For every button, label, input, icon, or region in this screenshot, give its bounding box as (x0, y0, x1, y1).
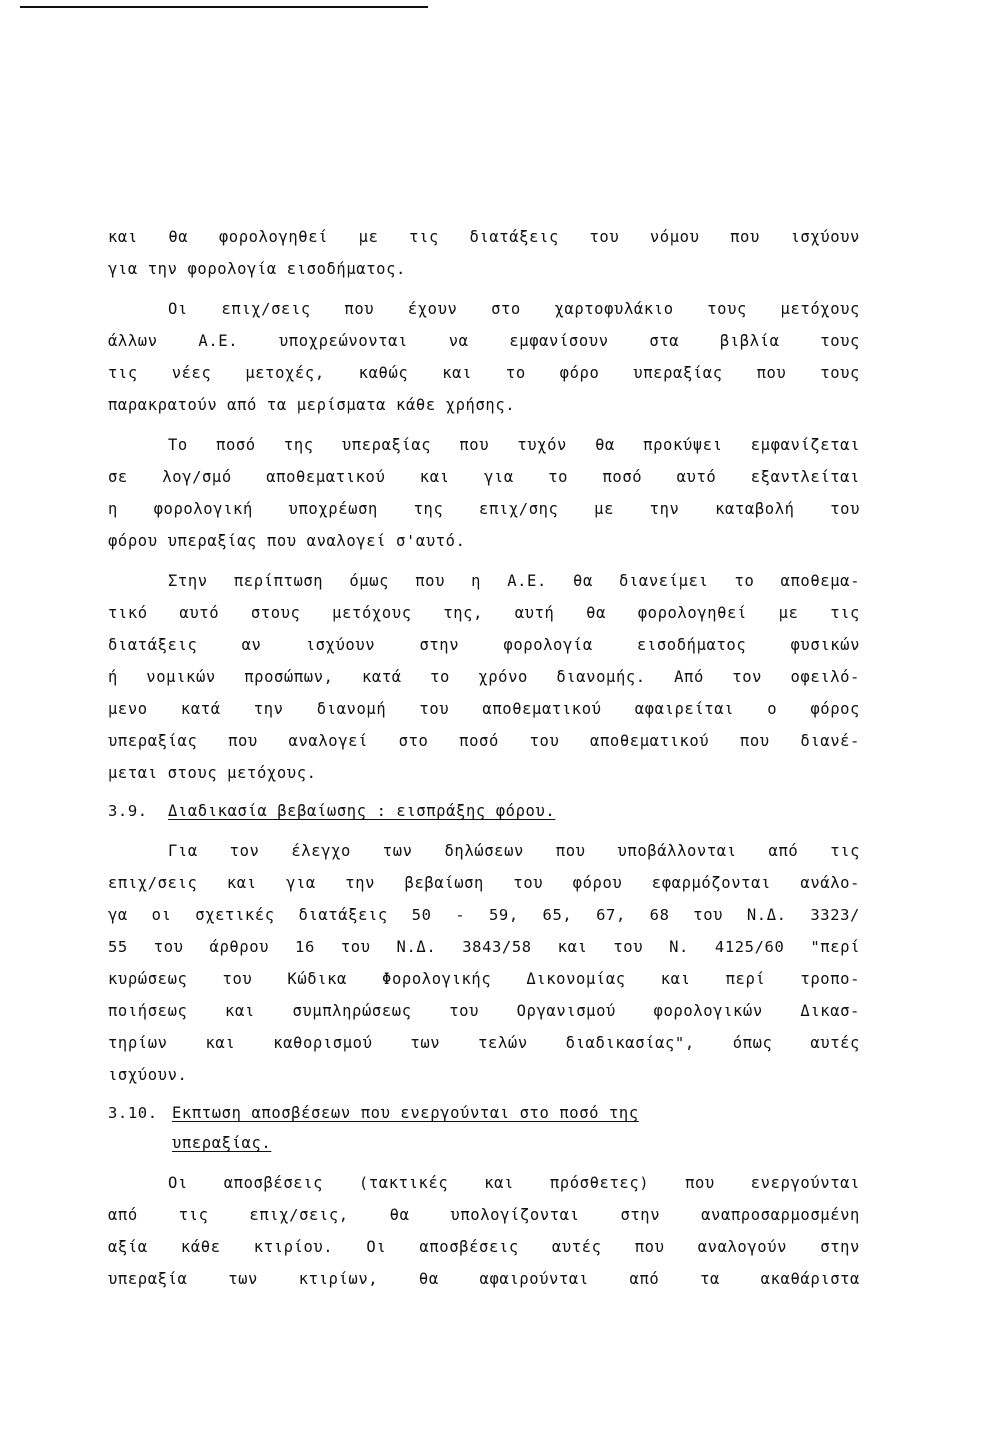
para5-line: κυρώσεως του Κώδικα Φορολογικής Δικονομίας και περί τροπο- (108, 970, 860, 988)
para5-line: ποιήσεως και συμπληρώσεως του Οργανισμού φορολογικών Δικασ- (108, 1002, 860, 1020)
para3-line: σε λογ/σμό αποθεματικού και για το ποσό αυτό εξαντλείται (108, 468, 860, 486)
para5-line: επιχ/σεις και για την βεβαίωση του φόρου εφαρμόζονται ανάλο- (108, 874, 860, 892)
section-3-9-title: Διαδικασία βεβαίωσης : εισπράξης φόρου. (168, 802, 556, 820)
para2-line: παρακρατούν από τα μερίσματα κάθε χρήσης. (108, 396, 516, 414)
para5-line: 55 του άρθρου 16 του Ν.Δ. 3843/58 και του Ν. 4125/60 "περί (108, 938, 860, 956)
para4-line: μενο κατά την διανομή του αποθεματικού αφαιρείται ο φόρος (108, 700, 860, 718)
section-3-10-number: 3.10. (108, 1104, 158, 1122)
para5-line: ισχύουν. (108, 1066, 188, 1084)
para5-line: Για τον έλεγχο των δηλώσεων που υποβάλλονται από τις (168, 842, 860, 860)
para5-line: γα οι σχετικές διατάξεις 50 - 59, 65, 67, 68 του Ν.Δ. 3323/ (108, 906, 860, 924)
para1-line: και θα φορολογηθεί με τις διατάξεις του νόμου που ισχύουν (108, 228, 860, 246)
para6-line: Οι αποσβέσεις (τακτικές και πρόσθετες) που ενεργούνται (168, 1174, 860, 1192)
para2-line: Οι επιχ/σεις που έχουν στο χαρτοφυλάκιο τους μετόχους (168, 300, 860, 318)
para4-line: διατάξεις αν ισχύουν στην φορολογία εισοδήματος φυσικών (108, 636, 860, 654)
para3-line: φόρου υπεραξίας που αναλογεί σ'αυτό. (108, 532, 466, 550)
para1-line: για την φορολογία εισοδήματος. (108, 260, 406, 278)
section-3-9-number: 3.9. (108, 802, 148, 820)
para4-line: μεται στους μετόχους. (108, 764, 317, 782)
para2-line: τις νέες μετοχές, καθώς και το φόρο υπεραξίας που τους (108, 364, 860, 382)
para6-line: υπεραξία των κτιρίων, θα αφαιρούνται από τα ακαθάριστα (108, 1270, 860, 1288)
para6-line: από τις επιχ/σεις, θα υπολογίζονται στην αναπροσαρμοσμένη (108, 1206, 860, 1224)
para3-line: η φορολογική υποχρέωση της επιχ/σης με την καταβολή του (108, 500, 860, 518)
section-3-10-title-cont: υπεραξίας. (172, 1134, 272, 1152)
para5-line: τηρίων και καθορισμού των τελών διαδικασίας", όπως αυτές (108, 1034, 860, 1052)
top-rule (20, 6, 428, 8)
para4-line: ή νομικών προσώπων, κατά το χρόνο διανομής. Από τον οφειλό- (108, 668, 860, 686)
para3-line: Το ποσό της υπεραξίας που τυχόν θα προκύψει εμφανίζεται (168, 436, 860, 454)
para6-line: αξία κάθε κτιρίου. Οι αποσβέσεις αυτές που αναλογούν στην (108, 1238, 860, 1256)
section-3-10-title: Εκπτωση αποσβέσεων που ενεργούνται στο ποσό της (172, 1104, 639, 1122)
para4-line: τικό αυτό στους μετόχους της, αυτή θα φορολογηθεί με τις (108, 604, 860, 622)
para4-line: υπεραξίας που αναλογεί στο ποσό του αποθεματικού που διανέ- (108, 732, 860, 750)
para2-line: άλλων Α.Ε. υποχρεώνονται να εμφανίσουν στα βιβλία τους (108, 332, 860, 350)
para4-line: Στην περίπτωση όμως που η Α.Ε. θα διανείμει το αποθεμα- (168, 572, 860, 590)
